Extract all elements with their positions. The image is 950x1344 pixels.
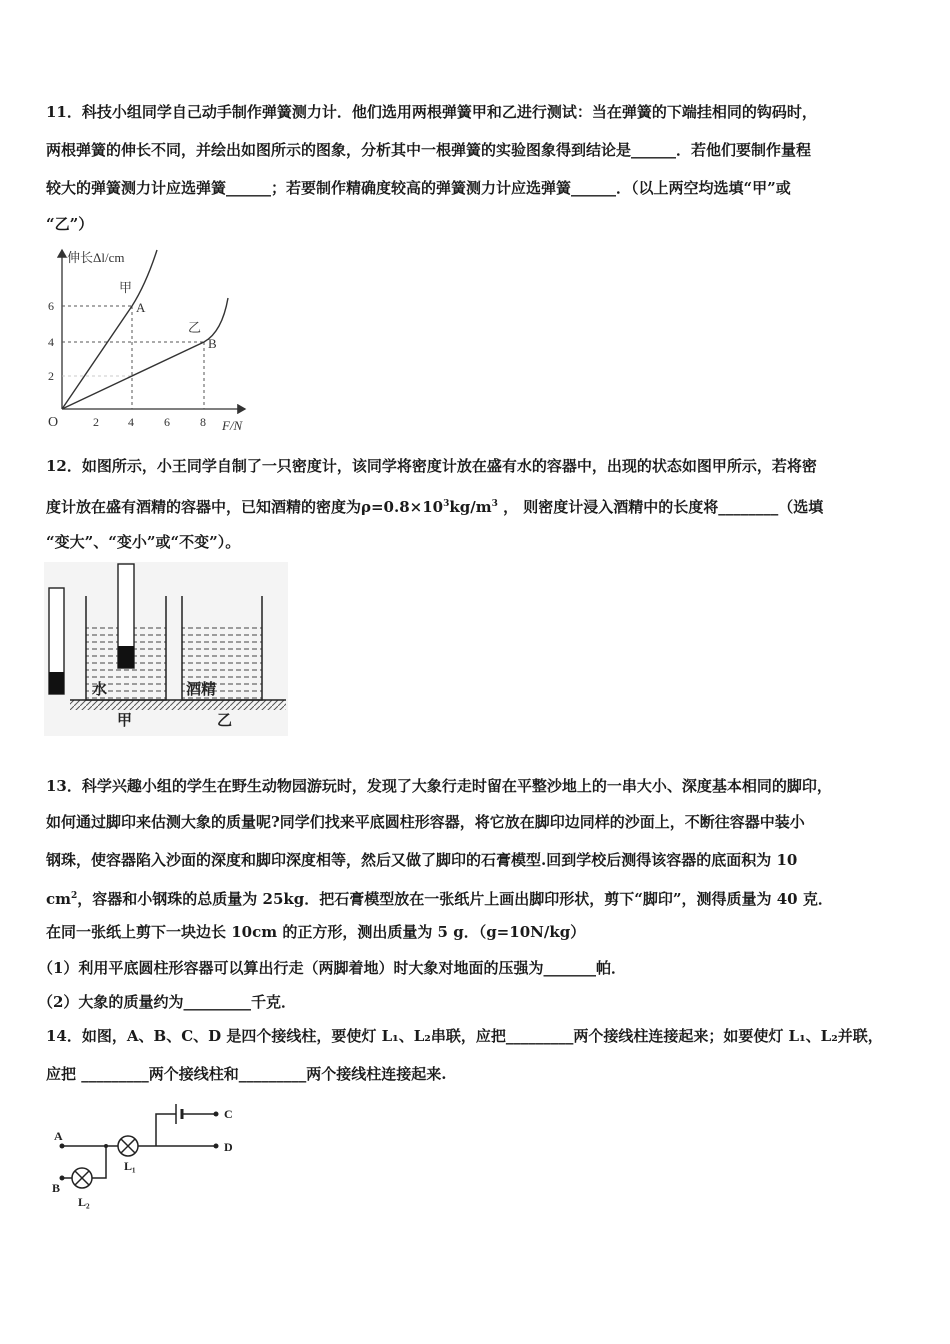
lamp-l1 <box>118 1136 138 1156</box>
origin-label: O <box>48 415 59 430</box>
lamp1-label: L₁ <box>124 1159 136 1173</box>
q12-line-1: 12．如图所示，小王同学自制了一只密度计，该同学将密度计放在盛有水的容器中，出现的状态如图甲所示，若将密 <box>46 457 817 475</box>
lamp-l2 <box>72 1168 92 1188</box>
ytick-4: 4 <box>48 335 54 349</box>
xtick-6: 6 <box>164 415 170 429</box>
ground <box>70 700 286 710</box>
y-axis-label: 伸长Δl/cm <box>67 250 125 265</box>
circuit-diagram <box>48 1096 248 1214</box>
x-axis-label: F/N <box>222 418 243 433</box>
spring-extension-graph <box>40 244 270 434</box>
water-label: 水 <box>92 682 108 698</box>
q13-line-2: 如何通过脚印来估测大象的质量呢?同学们找来平底圆柱形容器，将它放在脚印边同样的沙面上，不断往容器中装小 <box>46 813 805 831</box>
densimeter-figure <box>44 562 288 736</box>
ytick-6: 6 <box>48 299 54 313</box>
q11-line-1: 11．科技小组同学自己动手制作弹簧测力计．他们选用两根弹簧甲和乙进行测试：当在弹簧的下端挂相同的钩码时， <box>46 103 817 121</box>
q13-line-3: 钢珠，使容器陷入沙面的深度和脚印深度相等，然后又做了脚印的石膏模型.回到学校后测得该容器的底面积为 10 <box>46 851 798 869</box>
point-a-label: A <box>136 300 146 315</box>
label-yi: 乙 <box>217 713 233 729</box>
q13-line-1: 13．科学兴趣小组的学生在野生动物园游玩时，发现了大象行走时留在平整沙地上的一串大小、深度基本相同的脚印， <box>46 777 832 795</box>
q11-line-3: 较大的弹簧测力计应选弹簧______；若要制作精确度较高的弹簧测力计应选弹簧______．（以上两空均选填“甲”或 <box>46 179 791 197</box>
q13-sub-1: （1）利用平底圆柱形容器可以算出行走（两脚着地）时大象对地面的压强为_______帕． <box>38 959 626 977</box>
q11-line-4: “乙”） <box>46 215 94 233</box>
xtick-2: 2 <box>93 415 99 429</box>
label-yi: 乙 <box>188 320 202 335</box>
q13-line-5: 在同一张纸上剪下一块边长 10cm 的正方形，测出质量为 5 g．（g=10N/kg） <box>46 923 586 941</box>
q14-line-1: 14．如图，A、B、C、D 是四个接线柱，要使灯 L₁、L₂串联，应把_________两个接线柱连接起来；如要使灯 L₁、L₂并联， <box>46 1027 883 1045</box>
xtick-8: 8 <box>200 415 206 429</box>
q13-line-4: $cm^2$，容器和小钢珠的总质量为 25kg．把石膏模型放在一张纸片上画出脚印形状，剪下“脚印”，测得质量为 40 克． <box>46 890 833 908</box>
q12-line-3: “变大”、“变小”或“不变”）。 <box>46 533 241 551</box>
curve-jia <box>62 250 157 409</box>
terminal-d: D <box>224 1140 233 1154</box>
point-b-label: B <box>208 336 217 351</box>
lamp2-label: L₂ <box>78 1195 90 1209</box>
terminal-b: B <box>52 1181 61 1195</box>
q13-sub-2: （2）大象的质量约为_________千克． <box>38 993 296 1011</box>
q14-line-2: 应把 _________两个接线柱和_________两个接线柱连接起来. <box>46 1065 447 1083</box>
terminal-c: C <box>224 1107 233 1121</box>
terminal-a: A <box>54 1129 63 1143</box>
label-jia: 甲 <box>119 280 133 295</box>
xtick-4: 4 <box>128 415 134 429</box>
ytick-2: 2 <box>48 369 54 383</box>
label-jia: 甲 <box>117 713 133 729</box>
alcohol-label: 酒精 <box>186 682 217 698</box>
q11-line-2: 两根弹簧的伸长不同，并绘出如图所示的图象，分析其中一根弹簧的实验图象得到结论是______．若他们要制作量程 <box>46 141 812 159</box>
q12-line-2: 度计放在盛有酒精的容器中，已知酒精的密度为$\rho=0.8\times 10^3kg/m^3$ ， 则密度计浸入酒精中的长度将________（选填 <box>46 498 824 516</box>
